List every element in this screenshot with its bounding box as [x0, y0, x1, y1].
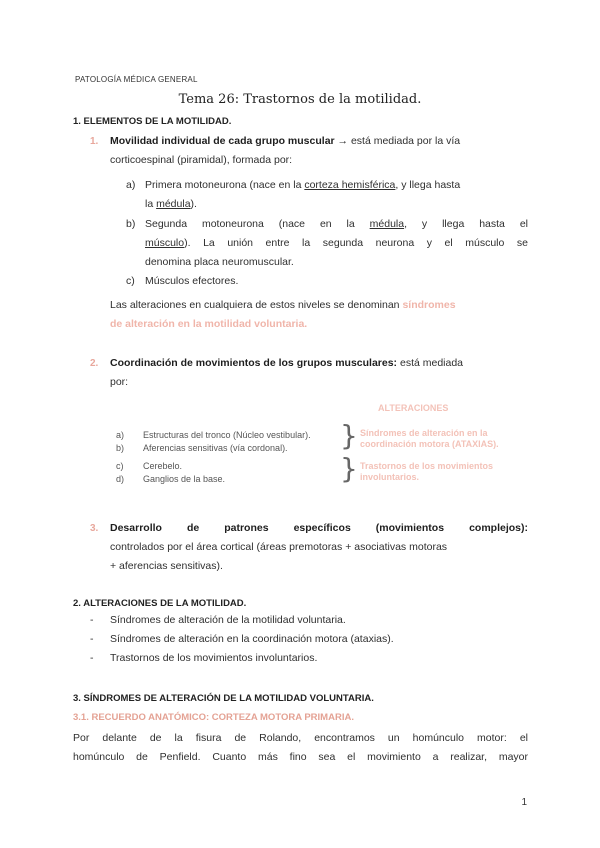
section-1-heading: 1. ELEMENTOS DE LA MOTILIDAD. [73, 116, 232, 127]
table-row-text: Aferencias sensitivas (vía cordonal). [143, 443, 288, 453]
item-3-line-1: Desarrollo de patrones específicos (movimientos complejos): [110, 522, 528, 534]
page-number: 1 [521, 797, 527, 808]
page-title: Tema 26: Trastornos de la motilidad. [178, 92, 422, 107]
alteration-ataxias: Síndromes de alteración en la coordinación motora (ATAXIAS). [360, 428, 499, 449]
alteration-involuntary: Trastornos de los movimientos involuntarios. [360, 461, 494, 482]
section-3-subheading: 3.1. RECUERDO ANATÓMICO: CORTEZA MOTORA PRIMARIA. [73, 712, 354, 723]
table-row-label: b) [116, 443, 125, 453]
item-3-line-3: + aferencias sensitivas). [110, 560, 223, 572]
sub-a-line-1: Primera motoneurona (nace en la corteza hemisférica, y llega hasta [145, 179, 461, 191]
list-item: - Síndromes de alteración en la coordinación motora (ataxias). [90, 633, 394, 645]
table-row-label: a) [116, 430, 125, 440]
note-line-2: de alteración en la motilidad voluntaria. [110, 318, 308, 330]
brace-icon: } [340, 419, 358, 452]
item-1-line-2: corticoespinal (piramidal), formada por: [110, 154, 293, 166]
running-header: PATOLOGÍA MÉDICA GENERAL [75, 75, 198, 84]
sub-c-label: c) [126, 275, 135, 287]
sub-b-line-3: denomina placa neuromuscular. [145, 256, 294, 268]
paragraph-line-2: homúnculo de Penfield. Cuanto más fino sea el movimiento a realizar, mayor [73, 751, 528, 763]
item-1-number: 1. [90, 136, 99, 147]
item-1-line-1: Movilidad individual de cada grupo muscular → está mediada por la vía [110, 135, 461, 147]
note-line-1: Las alteraciones en cualquiera de estos niveles se denominan síndromes [110, 299, 456, 311]
item-2-line-1: Coordinación de movimientos de los grupos musculares: está mediada [110, 357, 464, 369]
table-row-text: Ganglios de la base. [143, 474, 226, 484]
sub-b-label: b) [126, 218, 136, 230]
table-row-label: c) [116, 461, 124, 471]
list-item: - Trastornos de los movimientos involuntarios. [90, 652, 318, 664]
section-2-heading: 2. ALTERACIONES DE LA MOTILIDAD. [73, 598, 247, 609]
table-row-text: Estructuras del tronco (Núcleo vestibular). [143, 430, 311, 440]
table-row-label: d) [116, 474, 125, 484]
sub-b-line-1: Segunda motoneurona (nace en la médula, y llega hasta el [145, 218, 528, 230]
item-2-line-2: por: [110, 376, 129, 388]
sub-c-text: Músculos efectores. [145, 275, 239, 287]
sub-a-line-2: la médula). [145, 198, 197, 210]
sub-b-line-2: músculo). La unión entre la segunda neurona y el músculo se [145, 237, 528, 249]
item-3-number: 3. [90, 523, 99, 534]
table-row-text: Cerebelo. [143, 461, 183, 471]
item-1-bold: Movilidad individual de cada grupo muscular [110, 135, 335, 147]
item-2-bold: Coordinación de movimientos de los grupos musculares: [110, 357, 398, 369]
alteraciones-header: ALTERACIONES [378, 403, 449, 413]
sub-a-label: a) [126, 179, 136, 191]
item-2-number: 2. [90, 358, 99, 369]
section-3-heading: 3. SÍNDROMES DE ALTERACIÓN DE LA MOTILIDAD VOLUNTARIA. [73, 693, 374, 704]
item-3-line-2: controlados por el área cortical (áreas premotoras + asociativas motoras [110, 541, 448, 553]
list-item: - Síndromes de alteración de la motilidad voluntaria. [90, 614, 346, 626]
brace-icon: } [340, 452, 358, 485]
paragraph-line-1: Por delante de la fisura de Rolando, encontramos un homúnculo motor: el [73, 732, 528, 744]
